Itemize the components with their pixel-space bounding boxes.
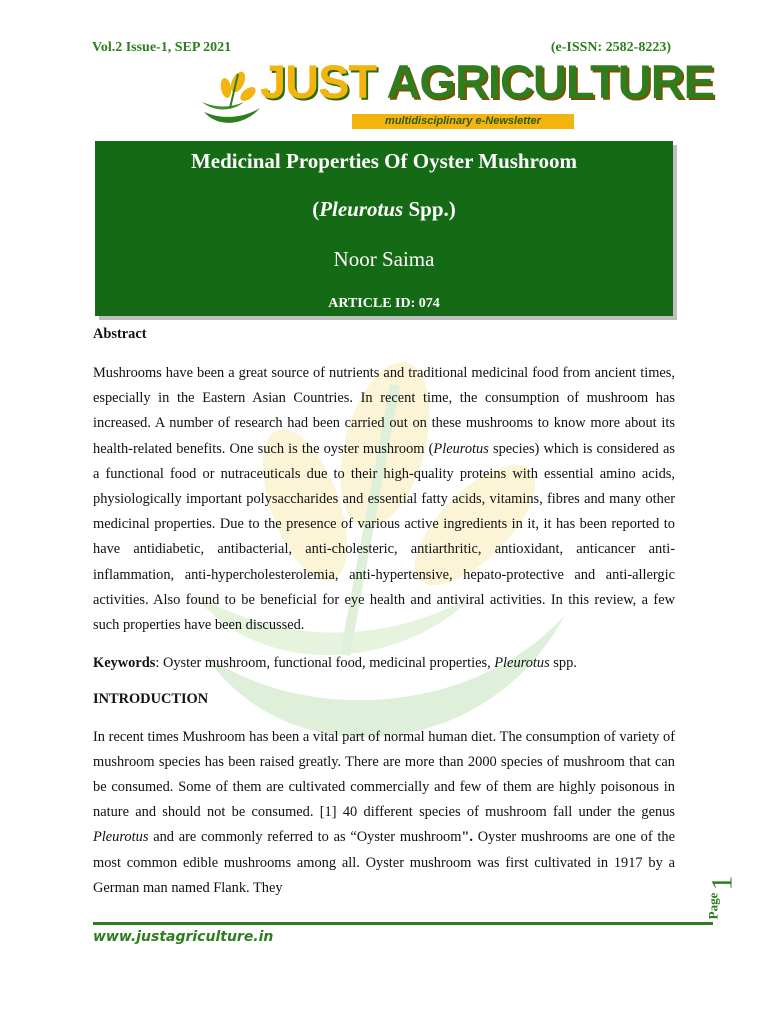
logo-word-just: JUST xyxy=(260,55,377,108)
intro-genus: Pleurotus xyxy=(93,829,149,846)
logo-tagline: multidisciplinary e-Newsletter xyxy=(352,114,574,129)
keywords-text: : Oyster mushroom, functional food, medicinal properties, xyxy=(155,655,495,672)
wheat-leaf-icon xyxy=(200,68,266,132)
author-name: Noor Saima xyxy=(333,247,435,271)
article-body xyxy=(93,323,675,901)
page-label: Page xyxy=(705,892,721,920)
introduction-paragraph xyxy=(93,725,675,901)
abstract-heading: Abstract xyxy=(93,326,147,342)
keywords-genus: Pleurotus xyxy=(494,655,550,672)
keywords-label: Keywords xyxy=(93,655,156,672)
keywords-line xyxy=(93,652,675,674)
introduction-heading: INTRODUCTION xyxy=(93,691,209,708)
intro-text-b: and are commonly referred to as “Oyster mushroom xyxy=(148,829,462,846)
footer-divider xyxy=(93,922,713,925)
abstract-text-b: species) which is considered as a functional food or nutraceuticals due to their high-quality proteins with essential amino acids, physiologically important polysaccharides and essential fatty acids, vitamins, fibres and many other medicinal properties. Due to the presence of various active ingredients in it, it has been reported to have antidiabetic, antibacterial, anti-cholesteric, antiarthritic, antioxidant, anticancer anti-inflammation, anti-hypercholesterolemia, anti-hypertensive, hepato-protective and anti-allergic activities. Also found to be beneficial for eye health and antiviral activities. In this review, a few such properties have been discussed. xyxy=(93,440,675,634)
subtitle-genus: Pleurotus xyxy=(319,197,404,221)
abstract-paragraph xyxy=(93,361,675,638)
article-title: Medicinal Properties Of Oyster Mushroom xyxy=(190,149,578,173)
issn-label: (e-ISSN: 2582-8223) xyxy=(550,40,671,55)
just-agriculture-logo xyxy=(200,55,715,138)
intro-text-a: In recent times Mushroom has been a vital part of normal human diet. The consumption of variety of mushroom species has been raised greatly. There are more than 2000 species of mushroom that can be consumed. Some of them are cultivated commercially and few of them are highly poisonous in nature and should not be consumed. [1] 40 different species of mushroom fall under the genus xyxy=(93,728,675,821)
footer-website-link[interactable]: www.justagriculture.in xyxy=(93,929,274,945)
intro-text-bold: ". xyxy=(461,829,474,846)
keywords-tail: spp. xyxy=(549,655,577,672)
logo-word-agriculture: AGRICULTURE xyxy=(386,55,715,108)
abstract-genus: Pleurotus xyxy=(433,440,489,457)
intro-text-c: Oyster mushrooms are one of the most common edible mushrooms among all. Oyster mushroom was first cultivated in 1917 by a German man named Flank. They xyxy=(93,829,675,896)
abstract-text-a: Mushrooms have been a great source of nutrients and traditional medicinal food from ancient times, especially in the Eastern Asian Countries. In recent time, the consumption of mushroom has increased. A number of research had been carried out on these mushrooms to know more about its health-related benefits. One such is the oyster mushroom ( xyxy=(93,365,675,457)
title-banner xyxy=(95,141,673,316)
page-number: 1 xyxy=(705,875,739,891)
article-id: ARTICLE ID: 074 xyxy=(328,296,440,311)
article-subtitle: (Pleurotus Spp.) xyxy=(312,197,456,221)
page-number-marker xyxy=(705,868,739,924)
volume-issue-label: Vol.2 Issue-1, SEP 2021 xyxy=(92,40,232,55)
subtitle-rest: Spp. xyxy=(403,197,449,221)
logo-wordmark xyxy=(260,55,715,108)
